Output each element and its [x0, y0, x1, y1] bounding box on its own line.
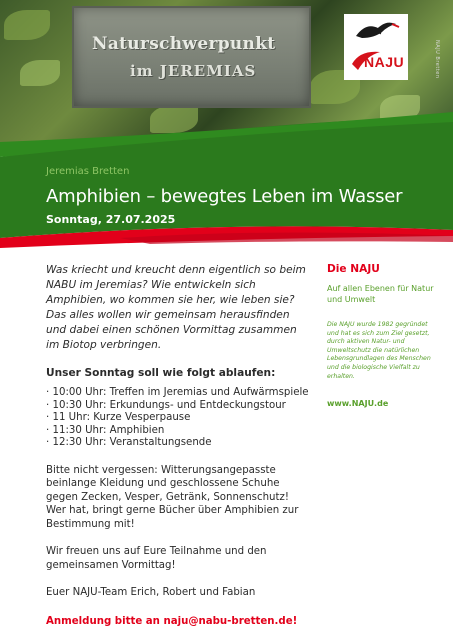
signup-link[interactable]: Anmeldung bitte an naju@nabu-bretten.de!: [46, 616, 298, 627]
photo-credit: NAJU Bretten: [434, 40, 440, 79]
nature-sign: [72, 6, 311, 108]
schedule-item: · 12:30 Uhr: Veranstaltungsende: [46, 437, 212, 448]
sign-text-line2: im JEREMIAS: [130, 62, 257, 80]
leaf-decoration: [4, 10, 50, 40]
sign-text-line1: Naturschwerpunkt: [92, 34, 276, 54]
leaf-decoration: [20, 60, 60, 86]
closing-text: Wir freuen uns auf Eure Teilnahme und den gemeinsamen Vormittag!: [46, 546, 267, 571]
schedule-heading: Unser Sonntag soll wie folgt ablaufen:: [46, 367, 276, 379]
schedule-item: · 11 Uhr: Kurze Vesperpause: [46, 412, 191, 423]
location-subtitle: Jeremias Bretten: [46, 166, 130, 177]
sidebar-title: Die NAJU: [327, 263, 380, 275]
reminder-text: Bitte nicht vergessen: Witterungsangepasste beinlange Kleidung und geschlossene Schuhe gegen Zecken, Vesper, Getränk, Sonnenschutz! Wer hat, bringt gerne Bücher über Amphibien zur Bestimmung mit!: [46, 464, 299, 530]
schedule-list: [46, 387, 311, 450]
sidebar-description: Die NAJU wurde 1982 gegründet und hat es sich zum Ziel gesetzt, durch aktiven Natur- und Umweltschutz die natürlichen Lebensgrundlagen des Menschen und die biologische Vielfalt zu erhalten.: [327, 321, 431, 380]
sidebar-tagline: Auf allen Ebenen für Natur und Umwelt: [327, 284, 434, 304]
stork-icon: [352, 18, 400, 44]
header-banner: [0, 112, 453, 257]
naju-logo: [344, 14, 408, 80]
team-signature: Euer NAJU-Team Erich, Robert und Fabian: [46, 587, 256, 598]
schedule-item: · 10:30 Uhr: Erkundungs- und Entdeckungstour: [46, 399, 286, 411]
logo-wordmark: NAJU: [364, 54, 405, 70]
page-title: Amphibien – bewegtes Leben im Wasser: [46, 186, 403, 207]
schedule-item: · 11:30 Uhr: Amphibien: [46, 424, 165, 436]
website-link[interactable]: www.NAJU.de: [327, 399, 389, 409]
main-content: [46, 263, 311, 627]
intro-text: Was kriecht und kreucht denn eigentlich so beim NABU im Jeremias? Wie entwickeln sich Amphibien, wo kommen sie her, wie leben sie? Das alles wollen wir gemeinsam herausfinden und dabei einen schönen Vormittag zusammen im Biotop verbringen.: [46, 264, 306, 351]
sidebar: [327, 263, 439, 408]
schedule-item: · 10:00 Uhr: Treffen im Jeremias und Aufwärmspiele: [46, 387, 309, 398]
event-date: Sonntag, 27.07.2025: [46, 213, 176, 226]
